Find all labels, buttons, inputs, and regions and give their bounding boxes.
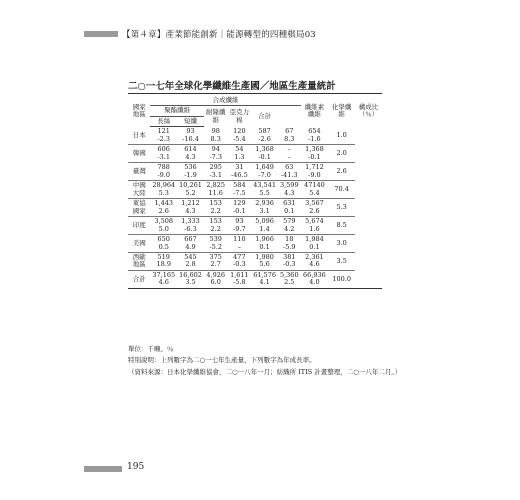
table-row: [128, 217, 382, 235]
short-growth: 3.5: [185, 278, 196, 287]
cellulose-growth: -0.3: [283, 260, 296, 269]
page-number: 195: [127, 462, 145, 472]
acrylic-growth: 1.3: [234, 152, 245, 161]
long-production: 650: [157, 235, 170, 244]
header-cellulose: 纖維素纖維: [304, 102, 325, 119]
cellulose-growth: 8.3: [284, 134, 295, 143]
region-cell: 臺灣: [128, 163, 150, 181]
acrylic-cell: [228, 145, 252, 163]
nylon-production: 295: [209, 163, 222, 172]
region-cell: 美國: [128, 235, 150, 253]
acrylic-growth: -5.4: [233, 134, 246, 143]
cellulose-cell: [278, 252, 301, 270]
cellulose-production: 381: [283, 252, 296, 261]
total-growth: -7.0: [258, 170, 271, 179]
long-cell: [150, 127, 177, 145]
share-cell: 2.0: [328, 145, 355, 163]
header-share: 構成比（％）: [358, 102, 379, 119]
acrylic-cell: [228, 127, 252, 145]
long-cell: [150, 252, 177, 270]
total-production: 61,576: [253, 270, 276, 279]
nylon-cell: [204, 145, 228, 163]
acrylic-growth: –: [237, 242, 241, 251]
chemical-growth: 5.4: [309, 188, 320, 197]
nylon-production: 375: [209, 252, 222, 261]
cellulose-cell: [278, 163, 301, 181]
chemical-production: 2,361: [305, 252, 324, 261]
nylon-growth: 2.7: [210, 260, 221, 269]
special-note: 特別說明：上列數字為二○一七年生產量，下列數字為年成長率。: [128, 356, 316, 365]
short-cell: [177, 181, 204, 199]
share-cell: 1.0: [328, 127, 355, 145]
short-growth: 4.9: [185, 242, 196, 251]
header-long: 長絲: [150, 116, 177, 126]
share-cell: 3.0: [328, 235, 355, 253]
chemical-cell: [301, 235, 329, 253]
cellulose-cell: [278, 217, 301, 235]
long-cell: [150, 163, 177, 181]
nylon-growth: -3.1: [209, 170, 222, 179]
total-production: 1,368: [255, 145, 274, 154]
acrylic-production: 120: [233, 127, 246, 136]
table-title: 二○一七年全球化學纖維生產國／地區生產量統計: [128, 81, 336, 92]
chemical-production: 66,936: [303, 270, 326, 279]
total-production: 1,966: [255, 235, 274, 244]
chemical-production: 3,567: [305, 199, 324, 208]
acrylic-growth: -7.5: [233, 188, 246, 197]
table-row: [128, 235, 382, 253]
short-production: 1,333: [181, 217, 200, 226]
short-cell: [177, 199, 204, 217]
total-cell: [251, 270, 278, 288]
nylon-growth: -5.2: [209, 242, 222, 251]
total-growth: 4.1: [259, 278, 270, 287]
cellulose-growth: 4.2: [284, 224, 295, 233]
nylon-growth: 2.2: [210, 206, 221, 215]
acrylic-production: 1,611: [230, 270, 249, 279]
cellulose-production: –: [287, 145, 291, 154]
chemical-production: 1,984: [305, 235, 324, 244]
table-row: [128, 181, 382, 199]
acrylic-production: 110: [233, 235, 246, 244]
chemical-cell: [301, 163, 329, 181]
long-production: 3,508: [154, 217, 174, 226]
cellulose-growth: 0.1: [284, 206, 295, 215]
acrylic-growth: -0.3: [233, 260, 246, 269]
chemical-growth: 0.1: [309, 242, 320, 251]
total-cell: [251, 217, 278, 235]
long-production: 121: [157, 127, 170, 136]
short-cell: [177, 127, 204, 145]
region-cell: 印度: [128, 217, 150, 235]
chemical-growth: 4.6: [309, 260, 320, 269]
cellulose-cell: [278, 127, 301, 145]
acrylic-cell: [228, 217, 252, 235]
nylon-cell: [204, 252, 228, 270]
header-short: 短纖: [177, 116, 204, 126]
table-notes: [128, 344, 401, 378]
acrylic-cell: [228, 252, 252, 270]
short-cell: [177, 270, 204, 288]
share-cell: 70.4: [328, 181, 355, 199]
cellulose-growth: -5.9: [283, 242, 296, 251]
long-production: 519: [157, 252, 170, 261]
total-cell: [251, 252, 278, 270]
nylon-cell: [204, 127, 228, 145]
long-production: 606: [157, 145, 170, 154]
short-growth: 2.8: [185, 260, 196, 269]
total-cell: [251, 181, 278, 199]
short-production: 16,602: [179, 270, 202, 279]
nylon-growth: 2.2: [210, 224, 221, 233]
nylon-cell: [204, 163, 228, 181]
short-growth: 5.2: [185, 188, 196, 197]
acrylic-production: 584: [233, 181, 246, 190]
region-cell: 東協國家: [128, 199, 150, 217]
long-cell: [150, 270, 177, 288]
acrylic-production: 129: [233, 199, 246, 208]
chemical-production: 5,674: [305, 217, 324, 226]
chemical-cell: [301, 127, 329, 145]
table-row: [128, 252, 382, 270]
short-growth: 4.3: [185, 206, 196, 215]
total-growth: 5.6: [259, 260, 270, 269]
short-growth: 4.3: [185, 152, 196, 161]
long-production: 788: [157, 163, 170, 172]
nylon-production: 153: [209, 217, 222, 226]
nylon-cell: [204, 181, 228, 199]
total-growth: 1.4: [259, 224, 270, 233]
cellulose-production: 579: [283, 217, 296, 226]
nylon-growth: 11.6: [208, 188, 223, 197]
region-cell: 中國大陸: [128, 181, 150, 199]
chemical-growth: -9.0: [308, 170, 321, 179]
cellulose-cell: [278, 181, 301, 199]
total-growth: -0.1: [258, 152, 271, 161]
region-cell: 西歐地區: [128, 252, 150, 270]
short-cell: [177, 217, 204, 235]
chemical-growth: 1.6: [309, 224, 320, 233]
nylon-growth: 6.0: [210, 278, 221, 287]
cellulose-growth: 2.5: [284, 278, 295, 287]
share-cell: 8.5: [328, 217, 355, 235]
cellulose-production: 63: [285, 163, 294, 172]
total-production: 43,541: [253, 181, 276, 190]
short-growth: -6.3: [184, 224, 197, 233]
nylon-production: 4,926: [206, 270, 226, 279]
cellulose-production: 631: [283, 199, 296, 208]
short-growth: -16.4: [182, 134, 199, 143]
short-growth: -1.9: [184, 170, 197, 179]
header-synthetic-group: 合成纖維: [150, 94, 300, 106]
long-cell: [150, 199, 177, 217]
total-production: 5,096: [255, 217, 274, 226]
short-production: 10,261: [179, 181, 202, 190]
cellulose-cell: [278, 235, 301, 253]
total-cell: [251, 235, 278, 253]
acrylic-growth: -5.8: [233, 278, 246, 287]
running-header: 【第４章】產業節能創新｜能源轉型的四種棋局03: [122, 30, 316, 40]
table-row: [128, 127, 382, 145]
header-chemical: 化學纖維: [331, 102, 352, 119]
nylon-production: 2,825: [206, 181, 226, 190]
total-production: 1,980: [255, 252, 274, 261]
cellulose-growth: -41.3: [280, 170, 298, 179]
chemical-growth: 2.6: [309, 206, 320, 215]
short-cell: [177, 235, 204, 253]
total-cell: [251, 199, 278, 217]
cellulose-cell: [278, 270, 301, 288]
chemical-production: 1,712: [305, 163, 324, 172]
long-growth: 18.9: [156, 260, 171, 269]
total-growth: 3.1: [259, 206, 270, 215]
short-cell: [177, 145, 204, 163]
nylon-cell: [204, 217, 228, 235]
cellulose-cell: [278, 145, 301, 163]
total-growth: 5.5: [259, 188, 270, 197]
total-growth: 0.1: [259, 242, 270, 251]
long-production: 1,443: [154, 199, 174, 208]
cellulose-production: 3,599: [279, 181, 299, 190]
header-bar: [84, 31, 118, 37]
long-growth: 5.3: [158, 188, 169, 197]
long-cell: [150, 145, 177, 163]
acrylic-cell: [228, 181, 252, 199]
long-growth: 2.6: [158, 206, 169, 215]
acrylic-cell: [228, 199, 252, 217]
acrylic-growth: -46.5: [231, 170, 248, 179]
acrylic-production: 477: [233, 252, 246, 261]
acrylic-production: 54: [235, 145, 244, 154]
total-production: 587: [258, 127, 271, 136]
cellulose-growth: –: [287, 152, 291, 161]
long-cell: [150, 235, 177, 253]
nylon-growth: 8.3: [210, 134, 221, 143]
short-production: 536: [184, 163, 197, 172]
total-growth: -2.6: [258, 134, 271, 143]
long-cell: [150, 181, 177, 199]
chemical-production: 47140: [304, 181, 325, 190]
chemical-growth: -1.6: [308, 134, 321, 143]
cellulose-cell: [278, 199, 301, 217]
chemical-cell: [301, 199, 329, 217]
acrylic-cell: [228, 163, 252, 181]
acrylic-cell: [228, 235, 252, 253]
nylon-cell: [204, 235, 228, 253]
header-acrylic: 亞克力棉: [229, 108, 250, 124]
nylon-production: 94: [211, 145, 220, 154]
long-growth: -3.1: [157, 152, 171, 161]
header-nylon: 耐隆纖維: [205, 108, 226, 124]
chemical-cell: [301, 145, 329, 163]
nylon-cell: [204, 199, 228, 217]
nylon-cell: [204, 270, 228, 288]
short-production: 93: [186, 127, 195, 136]
share-cell: 100.0: [332, 274, 351, 283]
table-row: [128, 270, 382, 288]
chemical-production: 654: [308, 127, 321, 136]
total-cell: [251, 163, 278, 181]
acrylic-production: 93: [235, 217, 244, 226]
total-production: 2,936: [255, 199, 274, 208]
chemical-cell: [301, 270, 329, 288]
nylon-production: 539: [209, 235, 222, 244]
unit-note: 單位：千噸、％: [128, 345, 174, 353]
short-cell: [177, 252, 204, 270]
nylon-production: 98: [211, 127, 220, 136]
header-polyester: 聚酯纖維: [150, 106, 204, 116]
total-cell: [251, 127, 278, 145]
long-growth: 0.5: [158, 242, 169, 251]
footer-bar: [84, 466, 122, 472]
chemical-growth: 4.0: [309, 278, 320, 287]
long-growth: -9.0: [157, 170, 171, 179]
cellulose-production: 67: [285, 127, 294, 136]
nylon-growth: -7.3: [209, 152, 222, 161]
long-growth: 4.6: [158, 278, 169, 287]
total-cell: [251, 145, 278, 163]
nylon-production: 153: [209, 199, 222, 208]
share-cell: 5.3: [328, 199, 355, 217]
cellulose-growth: 4.3: [284, 188, 295, 197]
header-total: 合計: [258, 111, 272, 120]
chemical-growth: -0.1: [308, 152, 321, 161]
cellulose-production: 18: [285, 235, 294, 244]
short-production: 667: [184, 235, 197, 244]
acrylic-growth: -9.7: [233, 224, 246, 233]
region-cell: 合計: [132, 274, 146, 283]
share-cell: 3.5: [328, 252, 355, 270]
table-row: [128, 145, 382, 163]
production-table: [128, 93, 382, 289]
long-production: 28,964: [152, 181, 176, 190]
source-note: （資料來源：日本化學纖維協會，二○一八年一月；紡織所 ITIS 計畫整理，二○一八年二月。）: [128, 367, 402, 376]
acrylic-cell: [228, 270, 252, 288]
table-row: [128, 199, 382, 217]
chemical-cell: [301, 252, 329, 270]
header-region: 國家地區: [132, 102, 146, 119]
region-cell: 韓國: [128, 145, 150, 163]
region-cell: 日本: [128, 127, 150, 145]
table-row: [128, 163, 382, 181]
chemical-cell: [301, 217, 329, 235]
short-production: 545: [184, 252, 197, 261]
long-growth: 5.0: [158, 224, 169, 233]
short-cell: [177, 163, 204, 181]
long-growth: -2.3: [157, 134, 171, 143]
chemical-production: 1,368: [305, 145, 324, 154]
long-production: 37,165: [152, 270, 176, 279]
chemical-cell: [301, 181, 329, 199]
long-cell: [150, 217, 177, 235]
total-production: 1,649: [255, 163, 274, 172]
short-production: 614: [184, 145, 197, 154]
cellulose-production: 5,360: [279, 270, 299, 279]
acrylic-growth: -0.1: [233, 206, 246, 215]
acrylic-production: 31: [235, 163, 244, 172]
share-cell: 2.6: [328, 163, 355, 181]
short-production: 1,212: [181, 199, 200, 208]
